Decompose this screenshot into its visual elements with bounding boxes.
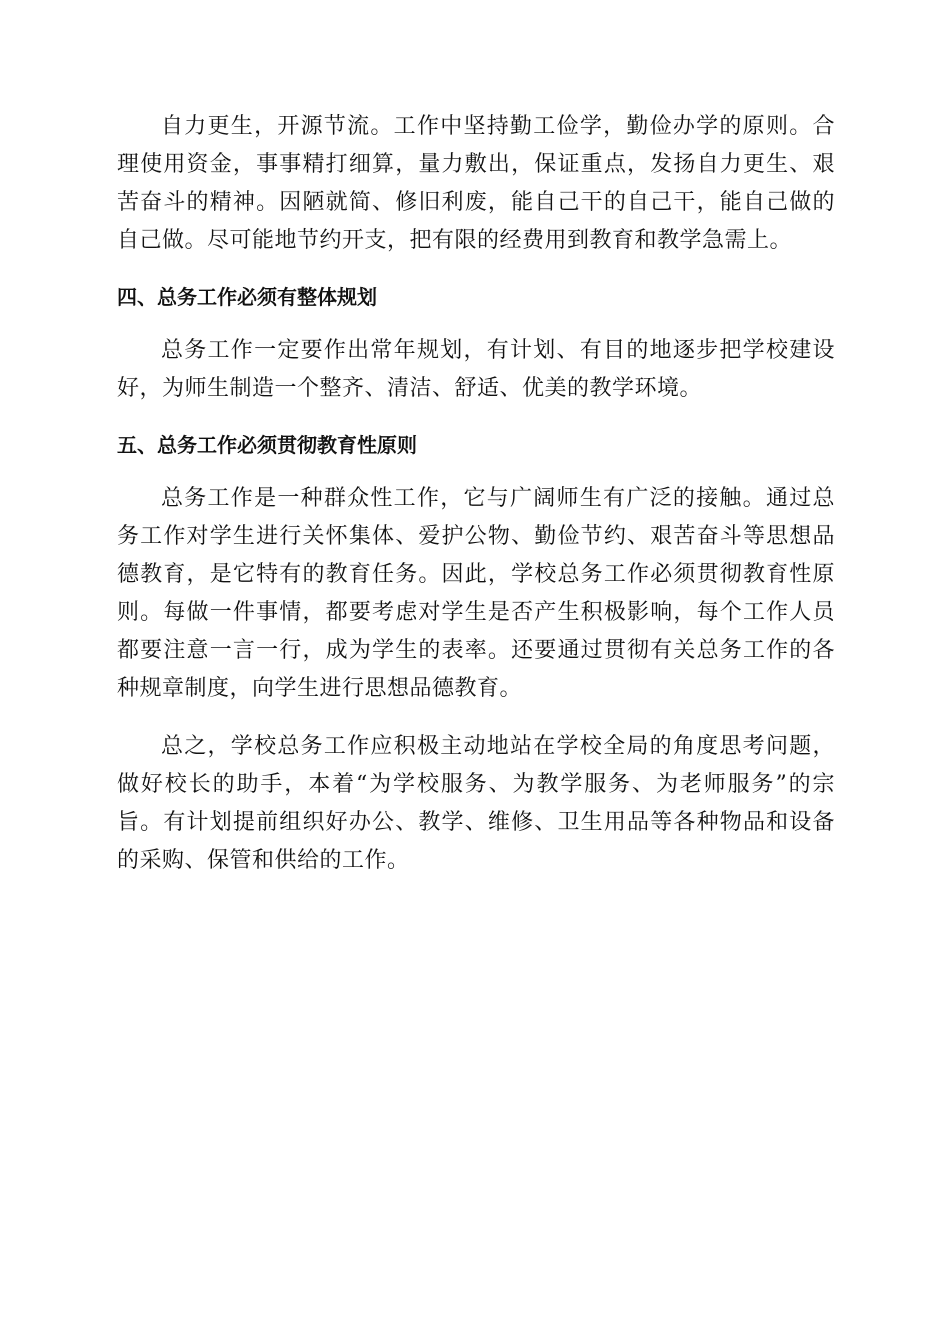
paragraph-educational-principle: 总务工作是一种群众性工作，它与广阔师生有广泛的接触。通过总务工作对学生进行关怀集体、爱护公物、勤俭节约、艰苦奋斗等思想品德教育，是它特有的教育任务。因此，学校总务工作必须贯彻教育性原则。每做一件事情，都要考虑对学生是否产生积极影响，每个工作人员都要注意一言一行，成为学生的表率。还要通过贯彻有关总务工作的各种规章制度，向学生进行思想品德教育。	[117, 486, 835, 701]
paragraph-overall-planning: 总务工作一定要作出常年规划，有计划、有目的地逐步把学校建设好，为师生制造一个整齐、清洁、舒适、优美的教学环境。	[117, 338, 835, 401]
paragraph-self-reliance: 自力更生，开源节流。工作中坚持勤工俭学，勤俭办学的原则。合理使用资金，事事精打细算，量力敷出，保证重点，发扬自力更生、艰苦奋斗的精神。因陋就简、修旧利废，能自己干的自己干，能自己做的自己做。尽可能地节约开支，把有限的经费用到教育和教学急需上。	[117, 114, 835, 253]
document-page	[117, 108, 835, 880]
heading-section-five: 五、总务工作必须贯彻教育性原则	[117, 433, 417, 457]
heading-section-four: 四、总务工作必须有整体规划	[117, 285, 377, 309]
paragraph-summary: 总之，学校总务工作应积极主动地站在学校全局的角度思考问题，做好校长的助手，本着“为学校服务、为教学服务、为老师服务”的宗旨。有计划提前组织好办公、教学、维修、卫生用品等各种物品和设备的采购、保管和供给的工作。	[117, 734, 835, 873]
